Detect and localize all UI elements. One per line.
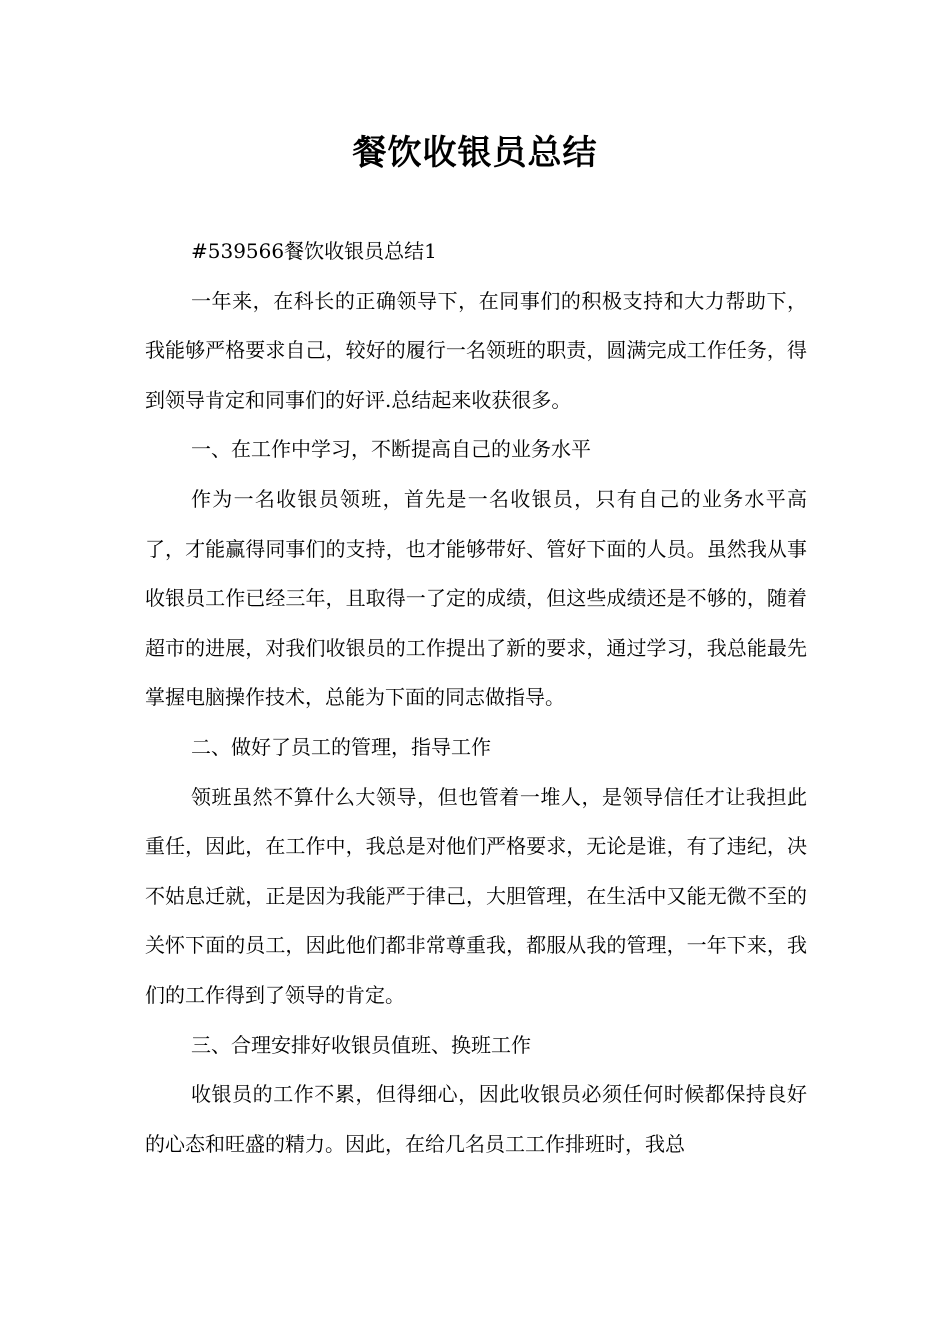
paragraph-heading-number: #539566餐饮收银员总结1 [191,239,437,263]
document-body [145,227,807,1169]
paragraph-section-3: 收银员的工作不累，但得细心，因此收银员必须任何时候都保持良好的心态和旺盛的精力。因此，在给几名员工工作排班时，我总 [145,1082,807,1156]
paragraph-section-2: 领班虽然不算什么大领导，但也管着一堆人，是领导信任才让我担此重任，因此，在工作中，我总是对他们严格要求，无论是谁，有了违纪，决不姑息迁就，正是因为我能严于律己，大胆管理，在生活中又能无微不至的关怀下面的员工，因此他们都非常尊重我，都服从我的管理，一年下来，我们的工作得到了领导的肯定。 [145,784,807,1007]
paragraph-section-1: 作为一名收银员领班，首先是一名收银员，只有自己的业务水平高了，才能赢得同事们的支持，也才能够带好、管好下面的人员。虽然我从事收银员工作已经三年，且取得一了定的成绩，但这些成绩还是不够的，随着超市的进展，对我们收银员的工作提出了新的要求，通过学习，我总能最先掌握电脑操作技术，总能为下面的同志做指导。 [145,486,807,710]
section-heading-2: 二、做好了员工的管理，指导工作 [191,734,491,759]
section-heading-1: 一、在工作中学习，不断提高自己的业务水平 [191,437,591,462]
paragraph-intro: 一年来，在科长的正确领导下，在同事们的积极支持和大力帮助下，我能够严格要求自己，较好的履行一名领班的职责，圆满完成工作任务，得到领导肯定和同事们的好评.总结起来收获很多。 [145,288,807,412]
section-heading-3: 三、合理安排好收银员值班、换班工作 [191,1032,531,1057]
document-title: 餐饮收银员总结 [352,133,598,173]
